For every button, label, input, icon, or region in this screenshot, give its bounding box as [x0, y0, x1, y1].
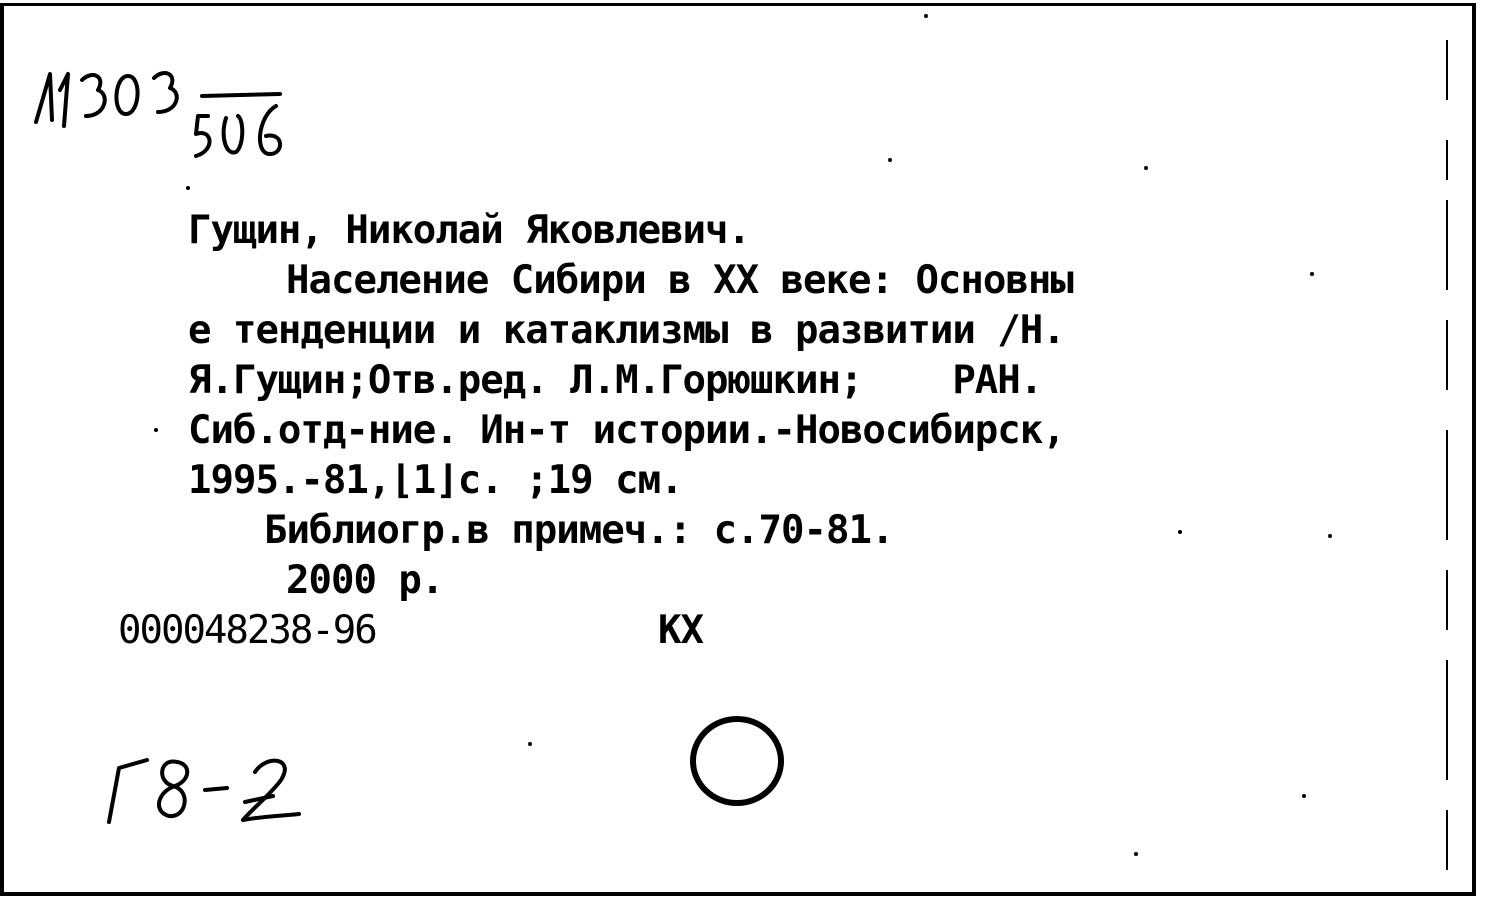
- speck: [1144, 166, 1148, 170]
- speck: [1310, 272, 1314, 276]
- card-edge-perforation: [1440, 40, 1454, 900]
- speck: [528, 742, 532, 746]
- punch-hole: [688, 713, 786, 809]
- speck: [888, 158, 892, 162]
- handwritten-shelfmark: [30, 60, 330, 190]
- card-line-note: Библиогр.в примеч.: с.70-81.: [264, 508, 894, 553]
- card-line-collation: 1995.-81,⌊1⌋с. ;19 см.: [188, 458, 683, 503]
- speck: [1178, 530, 1182, 534]
- speck: [186, 186, 190, 190]
- card-line-responsibility: Я.Гущин;Отв.ред. Л.М.Горюшкин; РАН.: [188, 358, 1043, 403]
- speck: [1134, 852, 1138, 856]
- card-line-title-cont: е тенденции и катаклизмы в развитии /Н.: [188, 308, 1065, 353]
- card-line-publisher: Сиб.отд-ние. Ин-т истории.-Новосибирск,: [188, 408, 1065, 453]
- handwritten-location: [95, 740, 325, 840]
- speck: [924, 14, 928, 18]
- classification-mark: КХ: [658, 608, 703, 653]
- card-line-price: 2000 р.: [286, 558, 444, 603]
- speck: [1328, 534, 1332, 538]
- inventory-number: 000048238-96: [118, 608, 376, 653]
- speck: [1302, 794, 1306, 798]
- card-line-author: Гущин, Николай Яковлевич.: [188, 208, 750, 253]
- speck: [154, 428, 158, 432]
- card-line-title: Население Сибири в XX веке: Основны: [286, 258, 1073, 303]
